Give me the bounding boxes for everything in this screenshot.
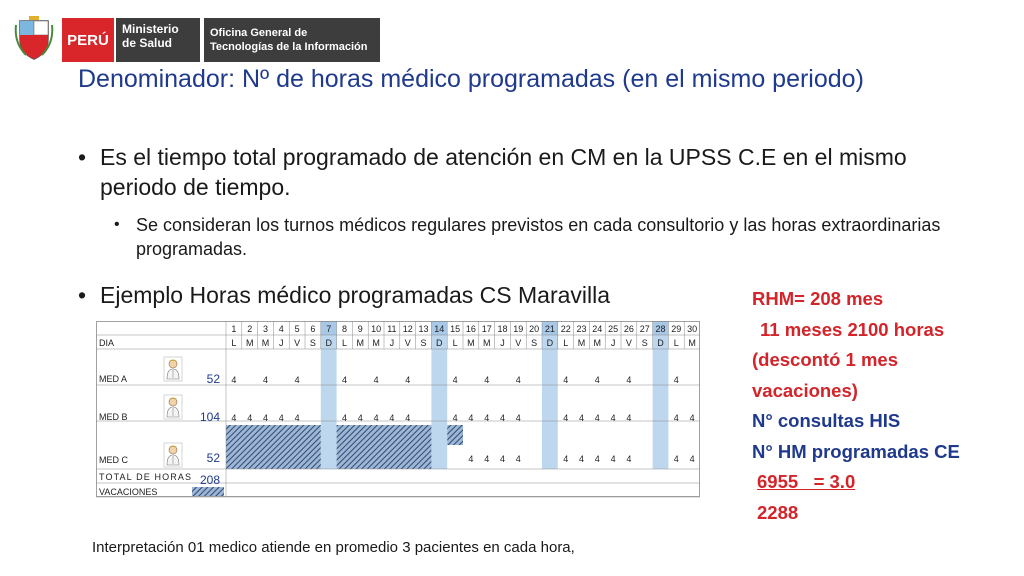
day-number: 1: [231, 324, 237, 334]
day-number: 15: [450, 324, 461, 334]
day-letter: D: [657, 338, 664, 348]
day-letter: S: [309, 338, 316, 348]
day-letter: V: [625, 338, 632, 348]
med-b-hours: 4: [405, 413, 411, 423]
day-number: 21: [544, 324, 555, 334]
day-number: 7: [326, 324, 332, 334]
bullet-3-text: Ejemplo Horas médico programadas CS Maravilla: [100, 282, 611, 308]
interpretation-note: Interpretación 01 medico atiende en promedio 3 pacientes en cada hora,: [92, 539, 575, 556]
day-letter: M: [482, 338, 491, 348]
vacation-block: [447, 425, 463, 445]
med-c-hours: 4: [515, 454, 521, 464]
day-number: 8: [341, 324, 348, 334]
coat-of-arms-icon: [14, 15, 54, 61]
row-label-total: TOTAL DE HORAS: [99, 472, 191, 482]
rhm-line: RHM= 208 mes: [752, 288, 884, 309]
row-label-dia: DIA: [99, 338, 115, 348]
day-letter: L: [452, 338, 458, 348]
sunday-column: [321, 335, 337, 469]
med-c-hours: 4: [563, 454, 569, 464]
day-number: 5: [294, 324, 300, 334]
bullet-1-text: Es el tiempo total programado de atención en CM en la UPSS C.E en el mismo periodo de tiempo.: [100, 144, 907, 200]
day-number: 24: [592, 324, 603, 334]
day-letter: M: [577, 338, 586, 348]
day-letter: M: [467, 338, 475, 348]
day-number: 2: [247, 324, 253, 334]
bullet-2-text: Se consideran los turnos médicos regulares previstos en cada consultorio y las horas extraordinarias programadas.: [136, 215, 941, 259]
day-letter: S: [531, 338, 538, 348]
day-letter: V: [294, 338, 301, 348]
day-number: 14: [434, 324, 445, 334]
bullet-1: [78, 142, 978, 202]
med-b-hours: 4: [610, 413, 616, 423]
day-letter: V: [404, 338, 411, 348]
day-number: 25: [608, 324, 619, 334]
med-b-hours: 4: [231, 413, 237, 423]
med-a-hours: 4: [373, 375, 379, 385]
schedule-table: [96, 321, 700, 503]
day-letter: S: [641, 338, 648, 348]
total-hours: 208: [199, 473, 220, 487]
row-label-vacaciones: VACACIONES: [99, 487, 158, 497]
peru-logo: PERÚ: [62, 18, 114, 62]
vacaciones-line: vacaciones): [752, 379, 858, 401]
months-line: 11 meses 2100 horas: [760, 318, 945, 340]
day-letter: M: [261, 338, 270, 348]
med-a-hours: 4: [626, 375, 632, 385]
day-number: 17: [481, 324, 492, 334]
med-b-hours: 4: [294, 413, 300, 423]
med-a-hours: 4: [484, 375, 490, 385]
sunday-column: [653, 335, 669, 469]
day-letter: J: [610, 338, 616, 348]
med-a-hours: 4: [515, 375, 521, 385]
bullet-marker: •: [78, 282, 87, 308]
day-letter: D: [436, 338, 443, 348]
day-letter: L: [341, 338, 348, 348]
med-b-hours: 4: [563, 413, 569, 423]
ratio-line: 6955 = 3.0: [757, 471, 856, 492]
vacation-legend-swatch: [192, 487, 224, 496]
sunday-column: [431, 335, 447, 469]
med-a-hours: 4: [231, 375, 237, 385]
day-number: 29: [671, 324, 682, 334]
day-letter: L: [231, 338, 237, 348]
day-letter: S: [420, 338, 427, 348]
rhm-panel: [752, 284, 960, 528]
bullet-marker: •: [114, 216, 120, 233]
day-number: 3: [262, 324, 269, 334]
day-number: 30: [687, 324, 698, 334]
med-b-hours: 4: [357, 413, 363, 423]
day-number: 18: [497, 324, 508, 334]
row-label-med-b: MED B: [99, 412, 128, 422]
med-c-total: 52: [206, 451, 220, 465]
bullet-2: [114, 213, 954, 261]
vacation-block: [337, 425, 432, 469]
peru-coat-of-arms: [14, 14, 54, 62]
hm-line: N° HM programadas CE: [752, 440, 960, 462]
day-letter: M: [372, 338, 380, 348]
med-b-hours: 4: [247, 413, 253, 423]
med-b-hours: 4: [468, 413, 474, 423]
sunday-column: [542, 335, 558, 469]
day-number: 26: [623, 324, 634, 334]
day-letter: M: [688, 338, 696, 348]
day-letter: L: [673, 338, 679, 348]
day-letter: M: [356, 338, 365, 348]
day-number: 16: [465, 324, 476, 334]
vacation-block: [226, 425, 321, 469]
denominator-line: 2288: [757, 501, 799, 523]
med-a-hours: 4: [294, 375, 300, 385]
med-a-hours: 4: [594, 375, 600, 385]
med-c-hours: 4: [468, 454, 474, 464]
med-b-hours: 4: [626, 413, 632, 423]
med-b-hours: 4: [389, 413, 395, 423]
day-letter: J: [500, 338, 505, 348]
med-c-hours: 4: [484, 454, 490, 464]
desconto-line: (descontó 1 mes: [752, 349, 898, 370]
ministerio-logo: [116, 18, 200, 62]
day-number: 6: [310, 324, 316, 334]
med-c-hours: 4: [578, 454, 585, 464]
med-b-hours: 4: [594, 413, 600, 423]
med-c-hours: 4: [689, 454, 695, 464]
schedule-grid: [96, 321, 700, 503]
day-letter: J: [279, 338, 284, 348]
doctor-icon: [164, 395, 182, 419]
day-letter: L: [563, 338, 569, 348]
day-number: 22: [560, 324, 571, 334]
med-a-hours: 4: [563, 375, 569, 385]
doctor-icon: [164, 443, 182, 467]
row-label-med-c: MED C: [99, 455, 128, 465]
med-c-hours: 4: [499, 454, 506, 464]
ministerio-line1: Ministerio: [122, 22, 179, 36]
med-b-hours: 4: [673, 413, 679, 423]
med-b-hours: 4: [341, 413, 348, 423]
office-logo: [204, 18, 380, 62]
med-b-hours: 4: [499, 413, 506, 423]
day-letter: D: [325, 338, 332, 348]
day-letter: D: [546, 338, 554, 348]
med-b-hours: 4: [262, 413, 269, 423]
med-c-hours: 4: [626, 454, 632, 464]
row-label-med-a: MED A: [99, 374, 128, 384]
med-b-hours: 4: [484, 413, 490, 423]
day-number: 23: [576, 324, 587, 334]
day-number: 13: [418, 324, 429, 334]
med-c-hours: 4: [610, 454, 616, 464]
med-b-hours: 4: [689, 413, 695, 423]
office-line2: Tecnologías de la Información: [210, 41, 368, 53]
day-number: 12: [402, 324, 413, 334]
table-border: [97, 322, 700, 497]
slide-title: Denominador: Nº de horas médico programadas (en el mismo periodo): [78, 65, 864, 93]
day-letter: V: [515, 338, 522, 348]
day-number: 28: [655, 324, 666, 334]
day-number: 4: [278, 324, 284, 334]
med-a-hours: 4: [341, 375, 348, 385]
doctor-icon: [164, 357, 182, 381]
day-number: 20: [529, 324, 540, 334]
med-a-hours: 4: [262, 375, 269, 385]
med-a-total: 52: [206, 372, 220, 386]
med-b-hours: 4: [278, 413, 284, 423]
day-number: 10: [371, 324, 382, 334]
day-number: 11: [387, 324, 397, 334]
med-c-hours: 4: [673, 454, 679, 464]
med-b-hours: 4: [515, 413, 521, 423]
ministerio-line2: de Salud: [122, 36, 173, 50]
consultas-line: N° consultas HIS: [752, 410, 901, 431]
day-number: 27: [639, 324, 650, 334]
day-number: 9: [357, 324, 363, 334]
office-line1: Oficina General de: [210, 27, 308, 39]
med-a-hours: 4: [452, 375, 458, 385]
bullet-3: [78, 280, 738, 310]
day-number: 19: [513, 324, 524, 334]
med-b-hours: 4: [452, 413, 458, 423]
med-b-total: 104: [199, 410, 220, 424]
med-b-hours: 4: [373, 413, 379, 423]
day-letter: M: [245, 338, 254, 348]
med-c-hours: 4: [594, 454, 600, 464]
med-b-hours: 4: [578, 413, 585, 423]
med-a-hours: 4: [405, 375, 411, 385]
day-letter: M: [593, 338, 602, 348]
day-letter: J: [389, 338, 395, 348]
med-a-hours: 4: [673, 375, 679, 385]
bullet-marker: •: [78, 144, 87, 170]
